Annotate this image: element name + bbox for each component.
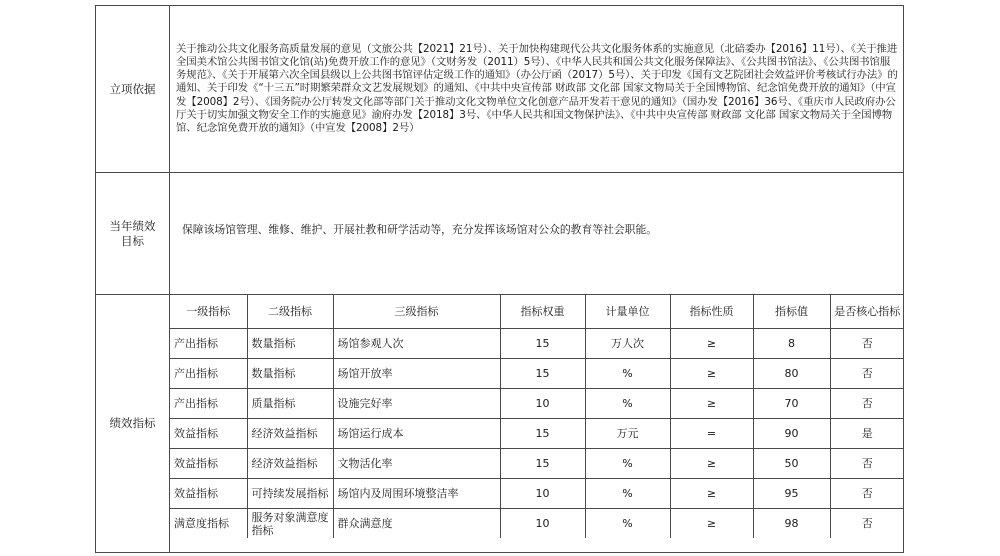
weight-cell: 15 <box>500 329 585 359</box>
indicator-row <box>170 389 904 419</box>
core-cell: 否 <box>830 509 904 539</box>
level1-cell: 产出指标 <box>170 359 247 389</box>
core-cell: 是 <box>830 419 904 449</box>
level2-cell: 数量指标 <box>247 359 333 389</box>
indicator-row <box>170 419 904 449</box>
weight-cell: 10 <box>500 389 585 419</box>
basis-text: 关于推动公共文化服务高质量发展的意见（文旅公共【2021】21号）、关于加快构建现代公共文化服务体系的实施意见（北碚委办【2016】11号）、《关于推进全国美术馆公共图书馆文化馆(站)免费开放工作的意见》（文财务发（2011）5号）、《中华人民共和国公共文化服务保障法》、《公共图书馆法》、《公共图书馆服务规范》、《关于开展第六次全国县级以上公共图书馆评估定级工作的通知》（办公厅函（2017）5号）、关于印发《国有文艺院团社会效益评价考核试行办法》的通知、关于印发《“十三五”时期繁荣群众文艺发展规划》的通知、《中共中央宣传部 财政部 文化部 国家文物局关于全国博物馆、纪念馆免费开放的通知》（中宣发【2008】2号）、《国务院办公厅转发文化部等部门关于推动文化文物单位文化创意产品开发若干意见的通知》（国办发【2016】36号、《重庆市人民政府办公厅关于切实加强文物安全工作的实施意见》渝府办发【2018】3号、《中华人民共和国文物保护法》、《中共中央宣传部 财政部 文化部 国家文物局关于全国博物馆、纪念馆免费开放的通知》（中宣发【2008】2号） <box>170 6 904 173</box>
unit-cell: % <box>585 359 670 389</box>
weight-cell: 15 <box>500 449 585 479</box>
nature-cell: = <box>670 419 753 449</box>
header-core: 是否核心指标 <box>830 295 904 329</box>
goal-text: 保障该场馆管理、维修、维护、开展社教和研学活动等，充分发挥该场馆对公众的教育等社会职能。 <box>170 173 904 295</box>
level2-cell: 服务对象满意度指标 <box>247 509 333 539</box>
level1-cell: 满意度指标 <box>170 509 247 539</box>
weight-cell: 10 <box>500 509 585 539</box>
unit-cell: % <box>585 449 670 479</box>
level3-cell: 场馆开放率 <box>333 359 500 389</box>
level2-cell: 质量指标 <box>247 389 333 419</box>
core-cell: 否 <box>830 479 904 509</box>
indicator-row <box>170 509 904 539</box>
level3-cell: 场馆参观人次 <box>333 329 500 359</box>
nature-cell: ≥ <box>670 389 753 419</box>
performance-table <box>95 5 903 552</box>
core-cell: 否 <box>830 329 904 359</box>
value-cell: 70 <box>753 389 830 419</box>
level1-cell: 效益指标 <box>170 479 247 509</box>
core-cell: 否 <box>830 359 904 389</box>
value-cell: 50 <box>753 449 830 479</box>
level2-cell: 经济效益指标 <box>247 419 333 449</box>
level3-cell: 场馆运行成本 <box>333 419 500 449</box>
level1-cell: 产出指标 <box>170 329 247 359</box>
indicator-header-row <box>170 295 904 329</box>
level3-cell: 群众满意度 <box>333 509 500 539</box>
value-cell: 8 <box>753 329 830 359</box>
header-level3: 三级指标 <box>333 295 500 329</box>
level1-cell: 产出指标 <box>170 389 247 419</box>
indicator-row <box>170 479 904 509</box>
indicator-cell <box>170 295 904 553</box>
nature-cell: ≥ <box>670 329 753 359</box>
level2-cell: 经济效益指标 <box>247 449 333 479</box>
unit-cell: % <box>585 479 670 509</box>
level1-cell: 效益指标 <box>170 449 247 479</box>
header-level1: 一级指标 <box>170 295 247 329</box>
nature-cell: ≥ <box>670 449 753 479</box>
weight-cell: 10 <box>500 479 585 509</box>
nature-cell: ≥ <box>670 359 753 389</box>
indicator-label: 绩效指标 <box>96 295 170 553</box>
level3-cell: 文物活化率 <box>333 449 500 479</box>
header-weight: 指标权重 <box>500 295 585 329</box>
unit-cell: % <box>585 389 670 419</box>
indicator-row <box>170 359 904 389</box>
weight-cell: 15 <box>500 419 585 449</box>
indicator-table <box>170 295 904 538</box>
core-cell: 否 <box>830 449 904 479</box>
level1-cell: 效益指标 <box>170 419 247 449</box>
header-level2: 二级指标 <box>247 295 333 329</box>
nature-cell: ≥ <box>670 509 753 539</box>
level3-cell: 设施完好率 <box>333 389 500 419</box>
unit-cell: 万元 <box>585 419 670 449</box>
goal-label: 当年绩效目标 <box>96 173 170 295</box>
level2-cell: 可持续发展指标 <box>247 479 333 509</box>
weight-cell: 15 <box>500 359 585 389</box>
level2-cell: 数量指标 <box>247 329 333 359</box>
outer-table <box>95 5 904 553</box>
header-unit: 计量单位 <box>585 295 670 329</box>
basis-label: 立项依据 <box>96 6 170 173</box>
indicator-row <box>170 449 904 479</box>
value-cell: 95 <box>753 479 830 509</box>
value-cell: 98 <box>753 509 830 539</box>
indicator-row <box>170 329 904 359</box>
nature-cell: ≥ <box>670 479 753 509</box>
unit-cell: % <box>585 509 670 539</box>
header-value: 指标值 <box>753 295 830 329</box>
value-cell: 80 <box>753 359 830 389</box>
level3-cell: 场馆内及周围环境整洁率 <box>333 479 500 509</box>
core-cell: 否 <box>830 389 904 419</box>
unit-cell: 万人次 <box>585 329 670 359</box>
value-cell: 90 <box>753 419 830 449</box>
header-nature: 指标性质 <box>670 295 753 329</box>
